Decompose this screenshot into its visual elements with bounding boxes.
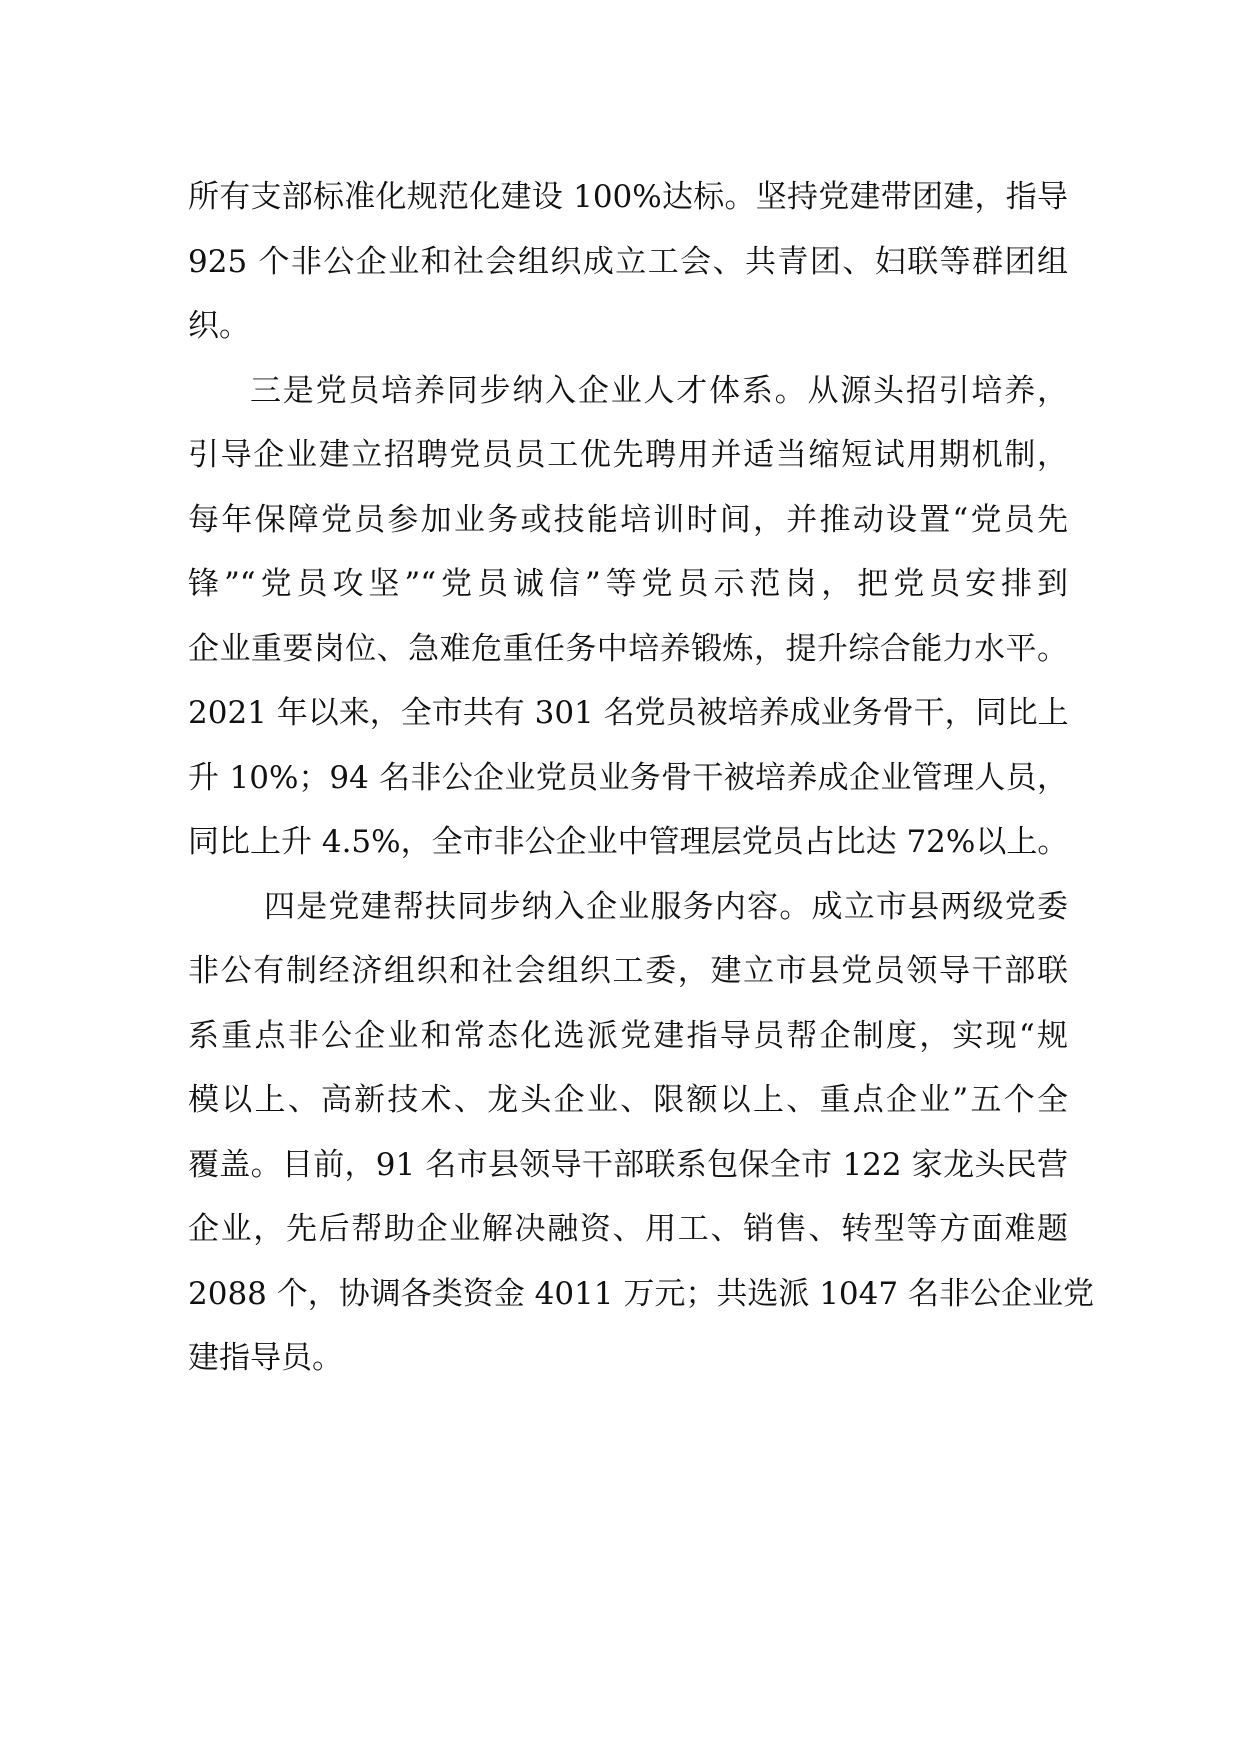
text-line: 模以上、高新技术、龙头企业、限额以上、重点企业”五个全 [188, 1082, 1068, 1118]
paragraph-3 [188, 875, 1094, 1391]
text-line: 925 个非公企业和社会组织成立工会、共青团、妇联等群团组 [188, 243, 1068, 280]
text-line: 企业，先后帮助企业解决融资、用工、销售、转型等方面难题 [188, 1211, 1068, 1247]
text-line: 引导企业建立招聘党员员工优先聘用并适当缩短试用期机制， [188, 437, 1068, 473]
text-line: 织。 [188, 308, 250, 344]
text-line: 同比上升 4.5%，全市非公企业中管理层党员占比达 72%以上。 [188, 824, 1069, 860]
text-line: 企业重要岗位、急难危重任务中培养锻炼，提升综合能力水平。 [188, 630, 1068, 667]
text-line: 四是党建帮扶同步纳入企业服务内容。成立市县两级党委 [264, 888, 1068, 925]
text-line: 覆盖。目前，91 名市县领导干部联系包保全市 122 家龙头民营 [188, 1146, 1068, 1183]
paragraph-2 [188, 359, 1068, 875]
text-line: 2088 个，协调各类资金 4011 万元；共选派 1047 名非公企业党 [188, 1275, 1094, 1312]
text-line: 三是党员培养同步纳入企业人才体系。从源头招引培养， [250, 372, 1068, 409]
text-line: 建指导员。 [188, 1340, 343, 1376]
text-line: 锋”“党员攻坚”“党员诚信”等党员示范岗，把党员安排到 [188, 566, 1068, 602]
document-body [188, 165, 1094, 1391]
text-line: 非公有制经济组织和社会组织工委，建立市县党员领导干部联 [188, 953, 1068, 989]
text-line: 所有支部标准化规范化建设 100%达标。坚持党建带团建，指导 [188, 179, 1068, 215]
text-line: 2021 年以来，全市共有 301 名党员被培养成业务骨干，同比上 [188, 695, 1069, 731]
text-line: 每年保障党员参加业务或技能培训时间，并推动设置“党员先 [188, 501, 1068, 538]
text-line: 升 10%；94 名非公企业党员业务骨干被培养成企业管理人员， [188, 759, 1068, 796]
text-line: 系重点非公企业和常态化选派党建指导员帮企制度，实现“规 [188, 1017, 1068, 1054]
paragraph-1 [188, 165, 1068, 359]
